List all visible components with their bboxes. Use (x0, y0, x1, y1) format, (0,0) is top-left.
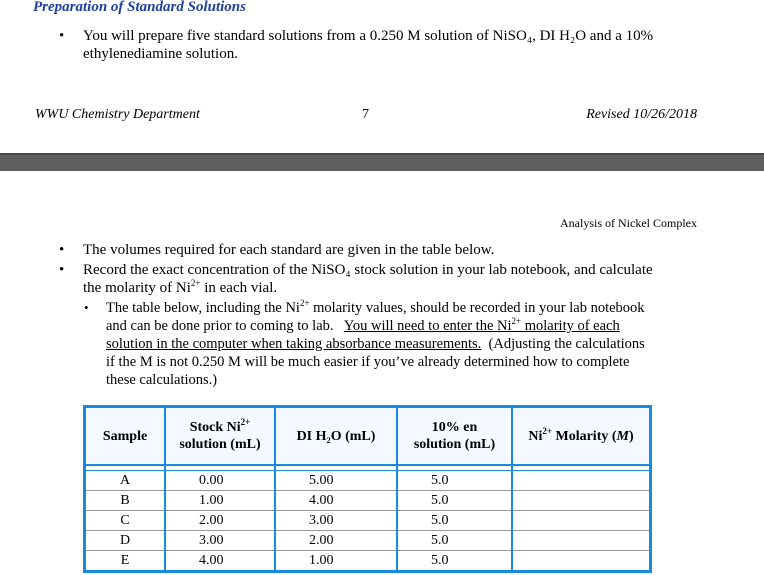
cell-en: 5.0 (397, 551, 512, 572)
section-title: Preparation of Standard Solutions (33, 0, 246, 15)
bullet-text-line (106, 299, 645, 317)
cell-stock: 2.00 (165, 511, 275, 531)
running-header: Analysis of Nickel Complex (560, 216, 697, 230)
cell-water: 5.00 (275, 471, 397, 491)
bullet-text-line: these calculations.) (106, 372, 218, 388)
cell-water: 1.00 (275, 551, 397, 572)
bullet-text-line: Record the exact concentration of the NiSO₄ stock solution in your lab notebook, and calculate (83, 262, 653, 278)
cell-molarity[interactable] (512, 511, 651, 531)
bullet-text-line: You will prepare five standard solutions from a 0.250 M solution of NiSO₄, DI H₂O and a 10% (83, 28, 654, 44)
header-text: M (616, 428, 629, 444)
page-break (0, 153, 764, 173)
cell-sample: A (85, 471, 166, 491)
text-fragment: the molarity of Ni (83, 280, 191, 296)
bullet-text-line: The volumes required for each standard are given in the table below. (83, 242, 495, 258)
text-fragment: in each vial. (200, 280, 278, 296)
header-text: solution (mL) (179, 437, 261, 452)
cell-water: 2.00 (275, 531, 397, 551)
footer-revised-date: Revised 10/26/2018 (586, 107, 697, 122)
cell-en: 5.0 (397, 491, 512, 511)
header-text: 10% en (431, 420, 478, 435)
cell-en: 5.0 (397, 511, 512, 531)
bullet-text-line: if the M is not 0.250 M will be much easier if you’ve already determined how to complete (106, 354, 630, 370)
superscript: 2+ (190, 278, 201, 288)
page-number: 7 (362, 107, 369, 122)
superscript: 2+ (299, 298, 310, 308)
header-text: Molarity ( (551, 428, 617, 444)
bullet-text-line (106, 335, 645, 353)
cell-sample: C (85, 511, 166, 531)
header-sample: Sample (85, 407, 166, 466)
text-fragment: The table below, including the Ni (106, 300, 300, 316)
cell-en: 5.0 (397, 471, 512, 491)
table-row (85, 471, 651, 491)
header-molarity (512, 407, 651, 466)
bullet-text-line (83, 279, 277, 297)
bullet-icon: • (84, 300, 89, 315)
bullet-icon: • (59, 242, 65, 258)
text-fragment: and can be done prior to coming to lab. (106, 318, 344, 334)
cell-molarity[interactable] (512, 551, 651, 572)
text-fragment: (Adjusting the calculations (481, 336, 645, 352)
cell-molarity[interactable] (512, 491, 651, 511)
cell-stock: 3.00 (165, 531, 275, 551)
text-fragment: molarity of each (521, 318, 620, 334)
table-row (85, 511, 651, 531)
cell-molarity[interactable] (512, 531, 651, 551)
header-stock-solution (165, 407, 275, 466)
superscript: 2+ (511, 316, 522, 326)
header-en-solution (397, 407, 512, 466)
standards-table (83, 405, 652, 573)
bullet-text-line: ethylenediamine solution. (83, 46, 238, 62)
bullet-text-line (106, 317, 620, 335)
superscript: 2+ (240, 417, 251, 427)
header-di-water: DI H₂O (mL) (275, 407, 397, 466)
cell-stock: 1.00 (165, 491, 275, 511)
sub-list-item (84, 299, 744, 391)
header-text: Ni (528, 428, 543, 444)
list-item (59, 241, 739, 259)
list-item (59, 27, 739, 67)
cell-sample: B (85, 491, 166, 511)
footer-department: WWU Chemistry Department (35, 107, 200, 122)
cell-stock: 0.00 (165, 471, 275, 491)
previous-page (0, 0, 764, 153)
table-row (85, 491, 651, 511)
cell-molarity[interactable] (512, 471, 651, 491)
header-text: ) (628, 428, 634, 444)
bullet-icon: • (59, 262, 65, 278)
text-fragment: molarity values, should be recorded in your lab notebook (309, 300, 645, 316)
cell-water: 3.00 (275, 511, 397, 531)
table-row (85, 531, 651, 551)
header-text: Stock Ni (189, 420, 241, 435)
table-row (85, 551, 651, 572)
cell-stock: 4.00 (165, 551, 275, 572)
underlined-instruction: solution in the computer when taking absorbance measurements. (106, 336, 482, 352)
table-header-row (85, 407, 651, 466)
cell-en: 5.0 (397, 531, 512, 551)
cell-sample: D (85, 531, 166, 551)
underlined-instruction (344, 318, 620, 334)
cell-water: 4.00 (275, 491, 397, 511)
header-text: solution (mL) (413, 437, 496, 452)
cell-sample: E (85, 551, 166, 572)
superscript: 2+ (542, 425, 552, 436)
list-item (59, 261, 739, 297)
bullet-icon: • (59, 28, 65, 44)
text-fragment: You will need to enter the Ni (343, 318, 512, 334)
